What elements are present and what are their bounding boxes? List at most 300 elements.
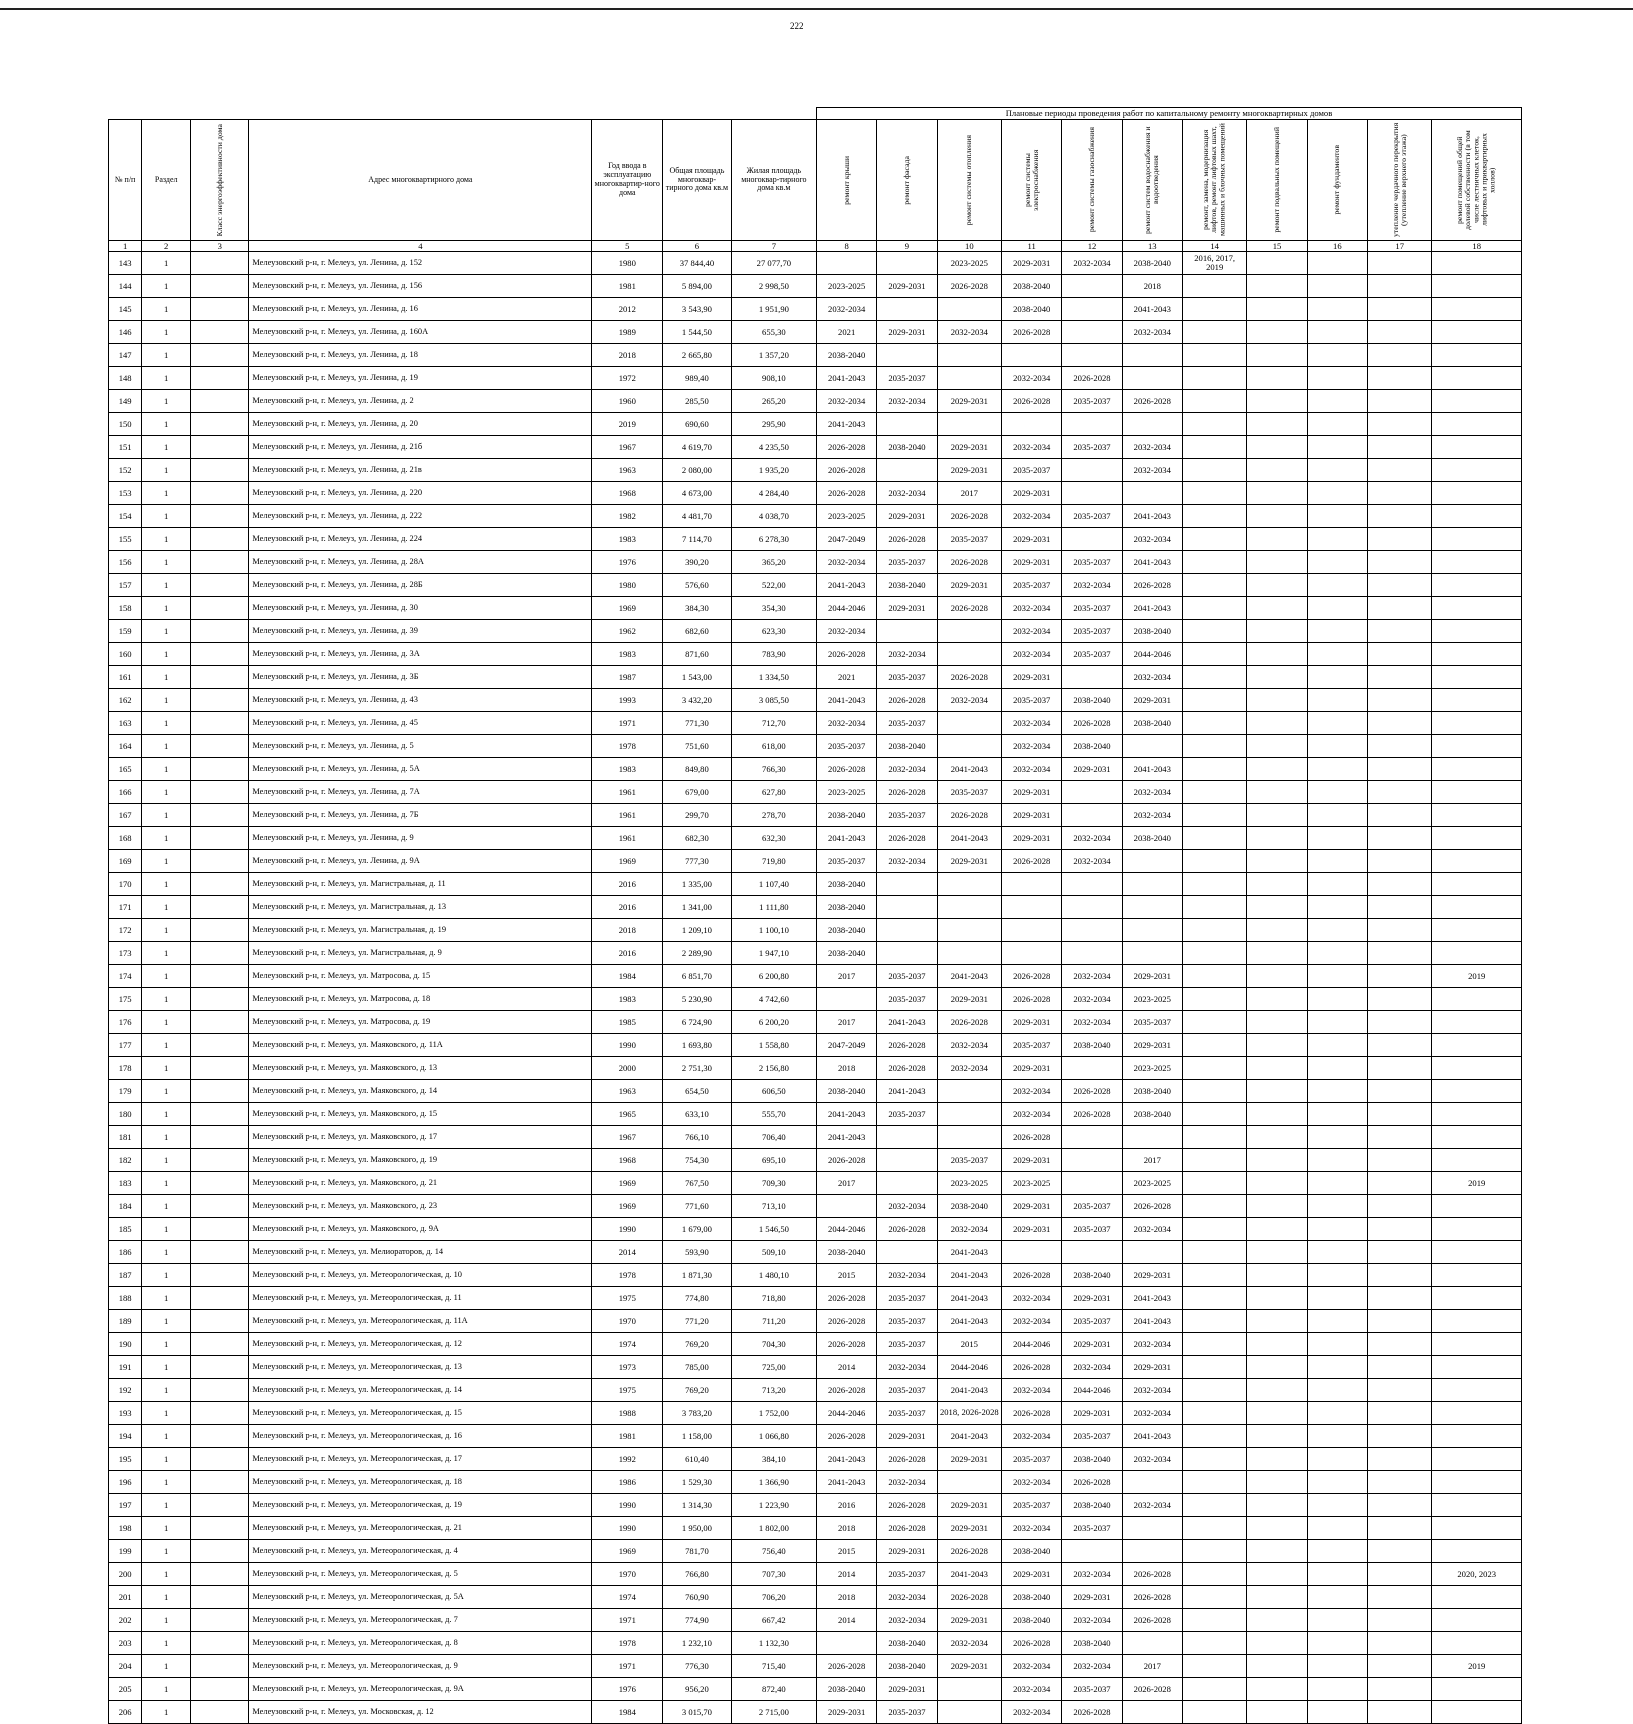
cell-foundation-period (1307, 1471, 1367, 1494)
cell-energy-class (191, 850, 249, 873)
cell-facade-period: 2035-2037 (877, 712, 937, 735)
cell-address: Мелеузовский р-н, г. Мелеуз, ул. Маяковского, д. 13 (249, 1057, 592, 1080)
cell-basement-period (1247, 344, 1307, 367)
cell-foundation-period (1307, 965, 1367, 988)
table-row (109, 1655, 1522, 1678)
cell-year: 1968 (592, 482, 663, 505)
cell-year: 1969 (592, 1172, 663, 1195)
cell-heating-period: 2017 (937, 482, 1001, 505)
cell-elevator-period (1182, 988, 1246, 1011)
cell-heating-period: 2026-2028 (937, 275, 1001, 298)
column-number: 14 (1182, 241, 1246, 252)
cell-elevator-period (1182, 1494, 1246, 1517)
cell-attic-period (1367, 252, 1431, 275)
cell-roof-period: 2041-2043 (817, 367, 877, 390)
table-row (109, 1563, 1522, 1586)
cell-roof-period: 2035-2037 (817, 735, 877, 758)
cell-section: 1 (142, 1241, 191, 1264)
cell-total-area: 771,20 (663, 1310, 732, 1333)
cell-gas-period: 2029-2031 (1062, 1333, 1122, 1356)
cell-section: 1 (142, 1494, 191, 1517)
cell-living-area: 354,30 (731, 597, 816, 620)
table-row (109, 620, 1522, 643)
cell-foundation-period (1307, 1448, 1367, 1471)
cell-common-premises-period (1432, 1126, 1522, 1149)
cell-row-number: 175 (109, 988, 142, 1011)
cell-gas-period (1062, 413, 1122, 436)
cell-facade-period: 2032-2034 (877, 1356, 937, 1379)
cell-water-period: 2032-2034 (1122, 666, 1182, 689)
cell-foundation-period (1307, 505, 1367, 528)
cell-section: 1 (142, 873, 191, 896)
cell-water-period: 2041-2043 (1122, 758, 1182, 781)
cell-section: 1 (142, 735, 191, 758)
cell-basement-period (1247, 1402, 1307, 1425)
cell-facade-period: 2026-2028 (877, 1448, 937, 1471)
cell-water-period (1122, 896, 1182, 919)
cell-basement-period (1247, 459, 1307, 482)
cell-water-period (1122, 942, 1182, 965)
cell-facade-period: 2032-2034 (877, 482, 937, 505)
table-row (109, 367, 1522, 390)
cell-gas-period (1062, 1241, 1122, 1264)
cell-row-number: 165 (109, 758, 142, 781)
cell-gas-period (1062, 528, 1122, 551)
cell-roof-period: 2015 (817, 1540, 877, 1563)
cell-address: Мелеузовский р-н, г. Мелеуз, ул. Ленина, д. 2 (249, 390, 592, 413)
cell-heating-period: 2029-2031 (937, 436, 1001, 459)
cell-foundation-period (1307, 344, 1367, 367)
cell-gas-period: 2035-2037 (1062, 1310, 1122, 1333)
cell-heating-period: 2029-2031 (937, 459, 1001, 482)
cell-electric-period: 2038-2040 (1002, 1609, 1062, 1632)
cell-row-number: 144 (109, 275, 142, 298)
cell-water-period: 2026-2028 (1122, 390, 1182, 413)
cell-energy-class (191, 574, 249, 597)
cell-address: Мелеузовский р-н, г. Мелеуз, ул. Ленина, д. 21в (249, 459, 592, 482)
cell-elevator-period (1182, 298, 1246, 321)
cell-elevator-period: 2016, 2017, 2019 (1182, 252, 1246, 275)
cell-facade-period: 2029-2031 (877, 1678, 937, 1701)
cell-total-area: 679,00 (663, 781, 732, 804)
cell-attic-period (1367, 735, 1431, 758)
cell-elevator-period (1182, 1057, 1246, 1080)
cell-year: 1984 (592, 965, 663, 988)
cell-energy-class (191, 1218, 249, 1241)
cell-water-period: 2026-2028 (1122, 1609, 1182, 1632)
cell-address: Мелеузовский р-н, г. Мелеуз, ул. Маяковского, д. 23 (249, 1195, 592, 1218)
cell-roof-period: 2038-2040 (817, 344, 877, 367)
cell-living-area: 1 558,80 (731, 1034, 816, 1057)
cell-total-area: 384,30 (663, 597, 732, 620)
cell-common-premises-period (1432, 1586, 1522, 1609)
cell-roof-period: 2026-2028 (817, 1310, 877, 1333)
cell-elevator-period (1182, 942, 1246, 965)
cell-elevator-period (1182, 390, 1246, 413)
cell-energy-class (191, 1333, 249, 1356)
cell-attic-period (1367, 919, 1431, 942)
cell-roof-period: 2026-2028 (817, 1149, 877, 1172)
cell-foundation-period (1307, 1080, 1367, 1103)
cell-elevator-period (1182, 873, 1246, 896)
cell-elevator-period (1182, 597, 1246, 620)
cell-attic-period (1367, 896, 1431, 919)
cell-total-area: 771,60 (663, 1195, 732, 1218)
cell-roof-period: 2032-2034 (817, 298, 877, 321)
cell-gas-period: 2035-2037 (1062, 1517, 1122, 1540)
table-row (109, 758, 1522, 781)
cell-energy-class (191, 1241, 249, 1264)
cell-gas-period: 2029-2031 (1062, 1586, 1122, 1609)
cell-roof-period: 2038-2040 (817, 896, 877, 919)
cell-elevator-period (1182, 1632, 1246, 1655)
cell-foundation-period (1307, 804, 1367, 827)
cell-energy-class (191, 781, 249, 804)
cell-heating-period: 2038-2040 (937, 1195, 1001, 1218)
table-row (109, 413, 1522, 436)
cell-gas-period: 2026-2028 (1062, 367, 1122, 390)
cell-section: 1 (142, 1080, 191, 1103)
cell-section: 1 (142, 1057, 191, 1080)
table-row (109, 344, 1522, 367)
cell-electric-period: 2032-2034 (1002, 643, 1062, 666)
cell-water-period: 2041-2043 (1122, 1287, 1182, 1310)
cell-section: 1 (142, 942, 191, 965)
cell-living-area: 908,10 (731, 367, 816, 390)
cell-roof-period: 2041-2043 (817, 1103, 877, 1126)
table-row (109, 1471, 1522, 1494)
cell-electric-period: 2032-2034 (1002, 1310, 1062, 1333)
cell-row-number: 153 (109, 482, 142, 505)
cell-roof-period: 2023-2025 (817, 505, 877, 528)
table-row (109, 712, 1522, 735)
cell-address: Мелеузовский р-н, г. Мелеуз, ул. Матросова, д. 18 (249, 988, 592, 1011)
cell-living-area: 27 077,70 (731, 252, 816, 275)
cell-elevator-period (1182, 1149, 1246, 1172)
cell-attic-period (1367, 712, 1431, 735)
cell-total-area: 769,20 (663, 1333, 732, 1356)
cell-address: Мелеузовский р-н, г. Мелеуз, ул. Ленина, д. 7Б (249, 804, 592, 827)
cell-foundation-period (1307, 873, 1367, 896)
cell-row-number: 197 (109, 1494, 142, 1517)
cell-total-area: 3 543,90 (663, 298, 732, 321)
cell-facade-period (877, 896, 937, 919)
cell-attic-period (1367, 1379, 1431, 1402)
cell-year: 1983 (592, 643, 663, 666)
cell-address: Мелеузовский р-н, г. Мелеуз, ул. Ленина, д. 28Б (249, 574, 592, 597)
cell-year: 1990 (592, 1494, 663, 1517)
cell-elevator-period (1182, 919, 1246, 942)
cell-electric-period: 2032-2034 (1002, 1379, 1062, 1402)
cell-roof-period: 2026-2028 (817, 459, 877, 482)
table-row (109, 873, 1522, 896)
cell-total-area: 3 432,20 (663, 689, 732, 712)
cell-living-area: 509,10 (731, 1241, 816, 1264)
cell-living-area: 1 752,00 (731, 1402, 816, 1425)
cell-common-premises-period (1432, 781, 1522, 804)
cell-basement-period (1247, 1586, 1307, 1609)
table-row (109, 827, 1522, 850)
cell-section: 1 (142, 1448, 191, 1471)
col-header-year: Год ввода в эксплуатацию многоквартир-ного дома (592, 120, 663, 241)
cell-heating-period (937, 1678, 1001, 1701)
cell-heating-period (937, 942, 1001, 965)
table-row (109, 1264, 1522, 1287)
cell-address: Мелеузовский р-н, г. Мелеуз, ул. Ленина, д. 5А (249, 758, 592, 781)
cell-roof-period: 2026-2028 (817, 643, 877, 666)
cell-living-area: 1 223,90 (731, 1494, 816, 1517)
cell-water-period: 2044-2046 (1122, 643, 1182, 666)
cell-living-area: 618,00 (731, 735, 816, 758)
cell-row-number: 177 (109, 1034, 142, 1057)
cell-energy-class (191, 1540, 249, 1563)
cell-living-area: 709,30 (731, 1172, 816, 1195)
table-row (109, 689, 1522, 712)
cell-heating-period (937, 620, 1001, 643)
cell-basement-period (1247, 1195, 1307, 1218)
cell-foundation-period (1307, 1609, 1367, 1632)
cell-gas-period: 2029-2031 (1062, 758, 1122, 781)
cell-energy-class (191, 1195, 249, 1218)
cell-roof-period: 2026-2028 (817, 758, 877, 781)
plan-periods-header: Плановые периоды проведения работ по капитальному ремонту многоквартирных домов (817, 108, 1522, 120)
cell-section: 1 (142, 551, 191, 574)
cell-foundation-period (1307, 1402, 1367, 1425)
cell-water-period (1122, 1701, 1182, 1724)
cell-foundation-period (1307, 758, 1367, 781)
cell-address: Мелеузовский р-н, г. Мелеуз, ул. Маяковского, д. 14 (249, 1080, 592, 1103)
cell-foundation-period (1307, 850, 1367, 873)
cell-gas-period (1062, 919, 1122, 942)
cell-common-premises-period (1432, 528, 1522, 551)
cell-total-area: 774,80 (663, 1287, 732, 1310)
cell-section: 1 (142, 758, 191, 781)
cell-heating-period (937, 873, 1001, 896)
cell-basement-period (1247, 666, 1307, 689)
cell-heating-period (937, 896, 1001, 919)
cell-total-area: 576,60 (663, 574, 732, 597)
cell-attic-period (1367, 873, 1431, 896)
cell-total-area: 777,30 (663, 850, 732, 873)
cell-basement-period (1247, 436, 1307, 459)
cell-attic-period (1367, 1011, 1431, 1034)
cell-section: 1 (142, 988, 191, 1011)
cell-electric-period: 2029-2031 (1002, 804, 1062, 827)
col-header-basement: ремонт подвальных помещений (1247, 120, 1307, 241)
cell-water-period: 2017 (1122, 1149, 1182, 1172)
cell-year: 1972 (592, 367, 663, 390)
cell-address: Мелеузовский р-н, г. Мелеуз, ул. Мелиораторов, д. 14 (249, 1241, 592, 1264)
cell-elevator-period (1182, 1609, 1246, 1632)
cell-facade-period: 2035-2037 (877, 551, 937, 574)
cell-gas-period (1062, 1149, 1122, 1172)
cell-roof-period: 2014 (817, 1563, 877, 1586)
cell-roof-period: 2044-2046 (817, 1218, 877, 1241)
table-row (109, 1356, 1522, 1379)
cell-roof-period: 2018 (817, 1586, 877, 1609)
cell-water-period: 2026-2028 (1122, 574, 1182, 597)
table-row (109, 1540, 1522, 1563)
cell-foundation-period (1307, 1103, 1367, 1126)
cell-year: 1974 (592, 1333, 663, 1356)
cell-heating-period: 2032-2034 (937, 689, 1001, 712)
cell-row-number: 178 (109, 1057, 142, 1080)
cell-living-area: 719,80 (731, 850, 816, 873)
cell-common-premises-period (1432, 1609, 1522, 1632)
cell-roof-period: 2029-2031 (817, 1701, 877, 1724)
cell-common-premises-period (1432, 620, 1522, 643)
cell-gas-period (1062, 1172, 1122, 1195)
cell-energy-class (191, 505, 249, 528)
cell-basement-period (1247, 1011, 1307, 1034)
cell-attic-period (1367, 643, 1431, 666)
table-row (109, 1425, 1522, 1448)
cell-energy-class (191, 1103, 249, 1126)
cell-facade-period: 2035-2037 (877, 804, 937, 827)
cell-facade-period (877, 298, 937, 321)
cell-section: 1 (142, 1333, 191, 1356)
cell-living-area: 1 947,10 (731, 942, 816, 965)
cell-living-area: 718,80 (731, 1287, 816, 1310)
cell-basement-period (1247, 367, 1307, 390)
cell-basement-period (1247, 735, 1307, 758)
cell-water-period: 2032-2034 (1122, 1494, 1182, 1517)
cell-facade-period: 2038-2040 (877, 574, 937, 597)
cell-energy-class (191, 1678, 249, 1701)
cell-gas-period: 2032-2034 (1062, 988, 1122, 1011)
cell-row-number: 163 (109, 712, 142, 735)
cell-foundation-period (1307, 1011, 1367, 1034)
cell-year: 1989 (592, 321, 663, 344)
cell-row-number: 205 (109, 1678, 142, 1701)
cell-roof-period: 2038-2040 (817, 1241, 877, 1264)
cell-attic-period (1367, 459, 1431, 482)
cell-gas-period (1062, 873, 1122, 896)
cell-elevator-period (1182, 827, 1246, 850)
cell-water-period: 2038-2040 (1122, 712, 1182, 735)
table-row (109, 1333, 1522, 1356)
cell-row-number: 143 (109, 252, 142, 275)
cell-foundation-period (1307, 1678, 1367, 1701)
cell-elevator-period (1182, 367, 1246, 390)
col-header-electric: ремонт системы электроснабжения (1002, 120, 1062, 241)
cell-row-number: 192 (109, 1379, 142, 1402)
cell-roof-period: 2041-2043 (817, 574, 877, 597)
cell-address: Мелеузовский р-н, г. Мелеуз, ул. Метеорологическая, д. 9 (249, 1655, 592, 1678)
cell-water-period: 2035-2037 (1122, 1011, 1182, 1034)
cell-basement-period (1247, 643, 1307, 666)
cell-electric-period: 2026-2028 (1002, 965, 1062, 988)
cell-attic-period (1367, 505, 1431, 528)
cell-gas-period: 2038-2040 (1062, 1264, 1122, 1287)
cell-heating-period: 2041-2043 (937, 1310, 1001, 1333)
cell-basement-period (1247, 1655, 1307, 1678)
cell-basement-period (1247, 804, 1307, 827)
cell-heating-period: 2032-2034 (937, 1034, 1001, 1057)
cell-basement-period (1247, 1057, 1307, 1080)
cell-roof-period: 2026-2028 (817, 1425, 877, 1448)
cell-basement-period (1247, 1448, 1307, 1471)
cell-facade-period: 2035-2037 (877, 1333, 937, 1356)
cell-foundation-period (1307, 689, 1367, 712)
cell-energy-class (191, 620, 249, 643)
cell-heating-period: 2026-2028 (937, 597, 1001, 620)
cell-foundation-period (1307, 1655, 1367, 1678)
cell-gas-period: 2029-2031 (1062, 1402, 1122, 1425)
cell-common-premises-period (1432, 1149, 1522, 1172)
cell-row-number: 196 (109, 1471, 142, 1494)
cell-attic-period (1367, 1126, 1431, 1149)
cell-roof-period: 2023-2025 (817, 781, 877, 804)
cell-section: 1 (142, 712, 191, 735)
cell-roof-period (817, 252, 877, 275)
cell-foundation-period (1307, 1701, 1367, 1724)
cell-row-number: 149 (109, 390, 142, 413)
cell-energy-class (191, 344, 249, 367)
cell-address: Мелеузовский р-н, г. Мелеуз, ул. Ленина, д. 28А (249, 551, 592, 574)
cell-foundation-period (1307, 367, 1367, 390)
cell-water-period: 2041-2043 (1122, 298, 1182, 321)
column-number: 11 (1002, 241, 1062, 252)
cell-foundation-period (1307, 1632, 1367, 1655)
cell-row-number: 202 (109, 1609, 142, 1632)
cell-attic-period (1367, 666, 1431, 689)
cell-row-number: 160 (109, 643, 142, 666)
cell-heating-period: 2029-2031 (937, 574, 1001, 597)
cell-energy-class (191, 367, 249, 390)
cell-water-period (1122, 1517, 1182, 1540)
table-row (109, 1517, 1522, 1540)
cell-water-period: 2038-2040 (1122, 252, 1182, 275)
cell-living-area: 711,20 (731, 1310, 816, 1333)
cell-living-area: 756,40 (731, 1540, 816, 1563)
cell-heating-period: 2041-2043 (937, 1379, 1001, 1402)
cell-basement-period (1247, 505, 1307, 528)
cell-energy-class (191, 1494, 249, 1517)
cell-section: 1 (142, 1701, 191, 1724)
cell-energy-class (191, 712, 249, 735)
cell-electric-period: 2032-2034 (1002, 1287, 1062, 1310)
cell-water-period: 2038-2040 (1122, 620, 1182, 643)
cell-section: 1 (142, 298, 191, 321)
cell-facade-period: 2035-2037 (877, 965, 937, 988)
cell-electric-period: 2026-2028 (1002, 321, 1062, 344)
cell-elevator-period (1182, 896, 1246, 919)
cell-year: 2014 (592, 1241, 663, 1264)
table-row (109, 436, 1522, 459)
cell-electric-period: 2032-2034 (1002, 735, 1062, 758)
cell-attic-period (1367, 1310, 1431, 1333)
cell-electric-period: 2029-2031 (1002, 1218, 1062, 1241)
cell-section: 1 (142, 413, 191, 436)
cell-year: 1992 (592, 1448, 663, 1471)
cell-attic-period (1367, 436, 1431, 459)
cell-heating-period: 2026-2028 (937, 1586, 1001, 1609)
cell-water-period: 2029-2031 (1122, 1034, 1182, 1057)
cell-facade-period (877, 252, 937, 275)
cell-common-premises-period (1432, 1356, 1522, 1379)
cell-facade-period: 2035-2037 (877, 988, 937, 1011)
cell-electric-period: 2029-2031 (1002, 781, 1062, 804)
cell-energy-class (191, 965, 249, 988)
cell-address: Мелеузовский р-н, г. Мелеуз, ул. Метеорологическая, д. 17 (249, 1448, 592, 1471)
cell-total-area: 390,20 (663, 551, 732, 574)
cell-water-period (1122, 850, 1182, 873)
cell-heating-period: 2041-2043 (937, 758, 1001, 781)
cell-foundation-period (1307, 735, 1367, 758)
cell-facade-period: 2035-2037 (877, 1402, 937, 1425)
cell-water-period (1122, 367, 1182, 390)
